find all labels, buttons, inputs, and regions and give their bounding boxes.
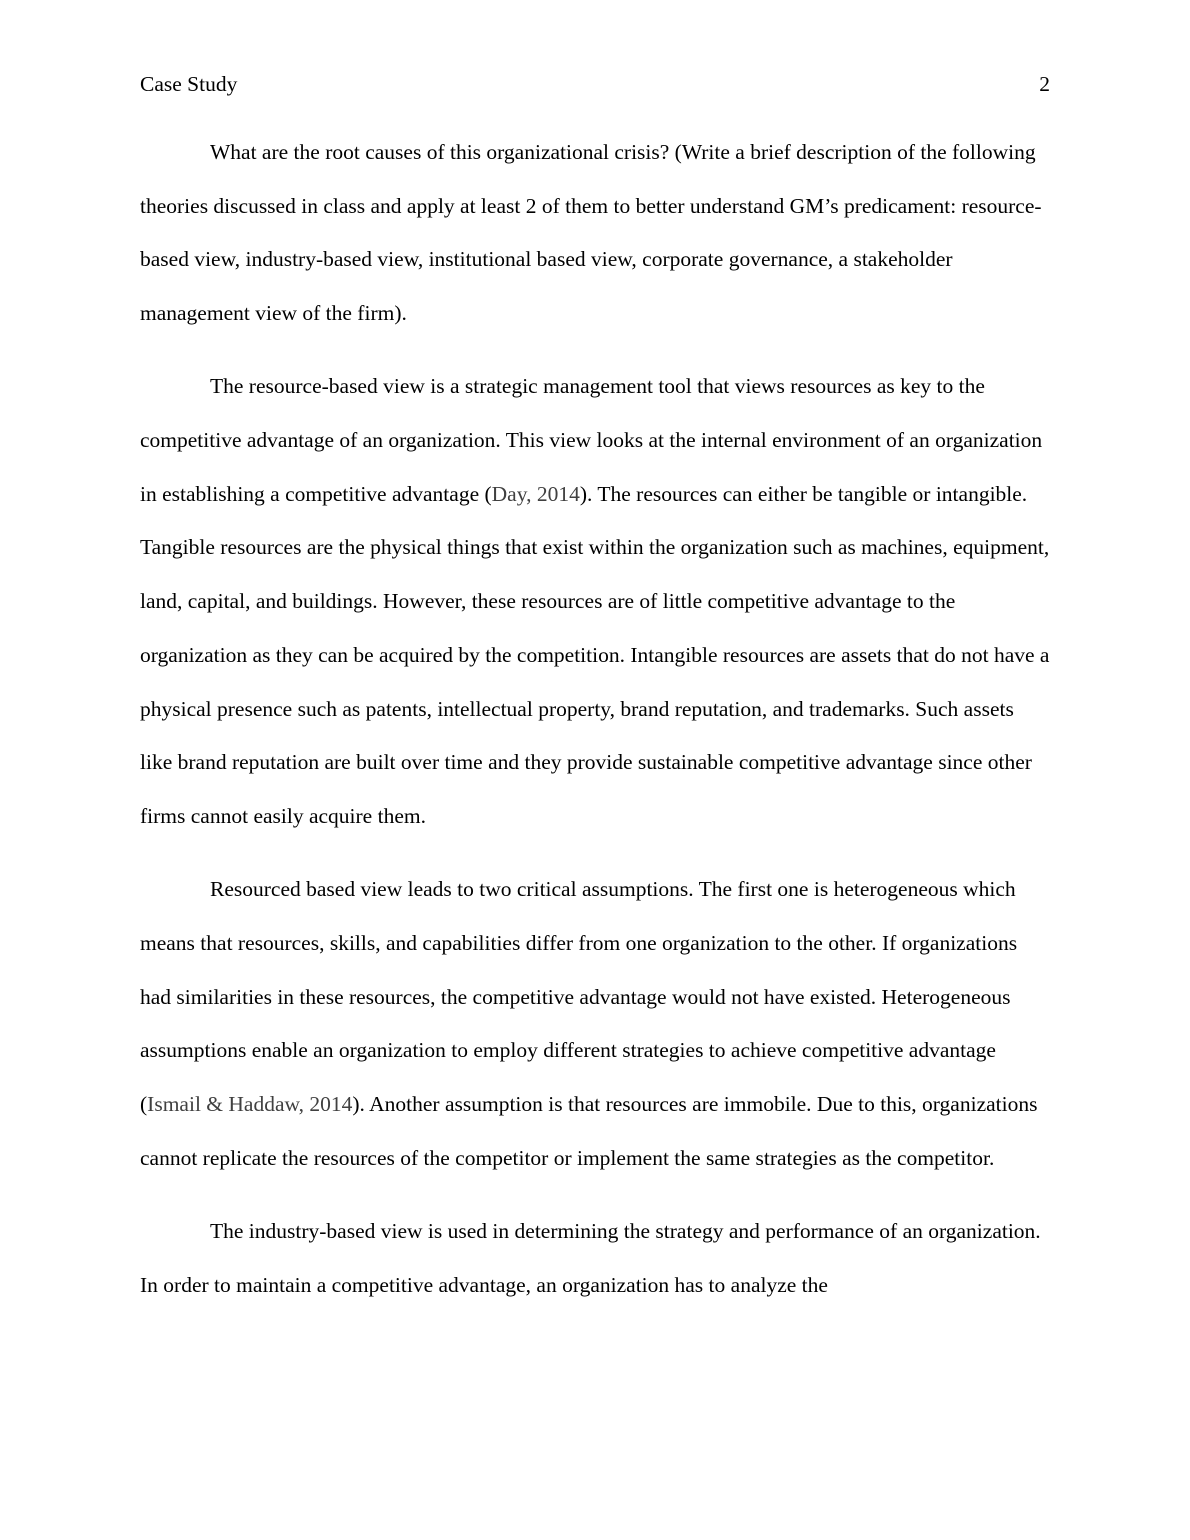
page-number: 2 — [1039, 72, 1050, 96]
paragraph-text: ). Another assumption is that resources are immobile. Due to this, organizations cannot replicate the resources of the competitor or implement the same strategies as the competitor. — [140, 1091, 1038, 1170]
paragraph-text: ). The resources can either be tangible or intangible. Tangible resources are the physical things that exist within the organization such as machines, equipment, land, capital, and buildings. However, these resources are of little competitive advantage to the organization as they can be acquired by the competition. Intangible resources are assets that do not have a physical presence such as patents, intellectual property, brand reputation, and trademarks. Such assets like brand reputation are built over time and they provide sustainable competitive advantage since other firms cannot easily acquire them. — [140, 481, 1050, 828]
paragraph-resource-based-view — [140, 360, 1050, 843]
citation: Day, 2014 — [491, 481, 580, 506]
paragraph-assumptions — [140, 863, 1050, 1185]
paragraph-question: What are the root causes of this organizational crisis? (Write a brief description of the following theories discussed in class and apply at least 2 of them to better understand GM’s predicament: resource-based view, industry-based view, institutional based view, corporate governance, a stakeholder management view of the firm). — [140, 140, 1042, 326]
body-text — [140, 126, 1050, 1332]
running-header — [140, 70, 1050, 100]
paragraph-text: The resource-based view is a strategic management tool that views resources as key to the competitive advantage of an organization. This view looks at the internal environment of an organization in establishing a competitive advantage ( — [140, 374, 1043, 506]
paragraph-text: Resourced based view leads to two critical assumptions. The first one is heterogeneous which means that resources, skills, and capabilities differ from one organization to the other. If organizations had similarities in these resources, the competitive advantage would not have existed. Heterogeneous assumptions enable an organization to employ different strategies to achieve competitive advantage ( — [140, 877, 1018, 1116]
header-title: Case Study — [140, 72, 238, 96]
paragraph-industry-based-view: The industry-based view is used in determining the strategy and performance of an organization. In order to maintain a competitive advantage, an organization has to analyze the — [140, 1218, 1041, 1297]
citation: Ismail & Haddaw, 2014 — [147, 1091, 353, 1116]
